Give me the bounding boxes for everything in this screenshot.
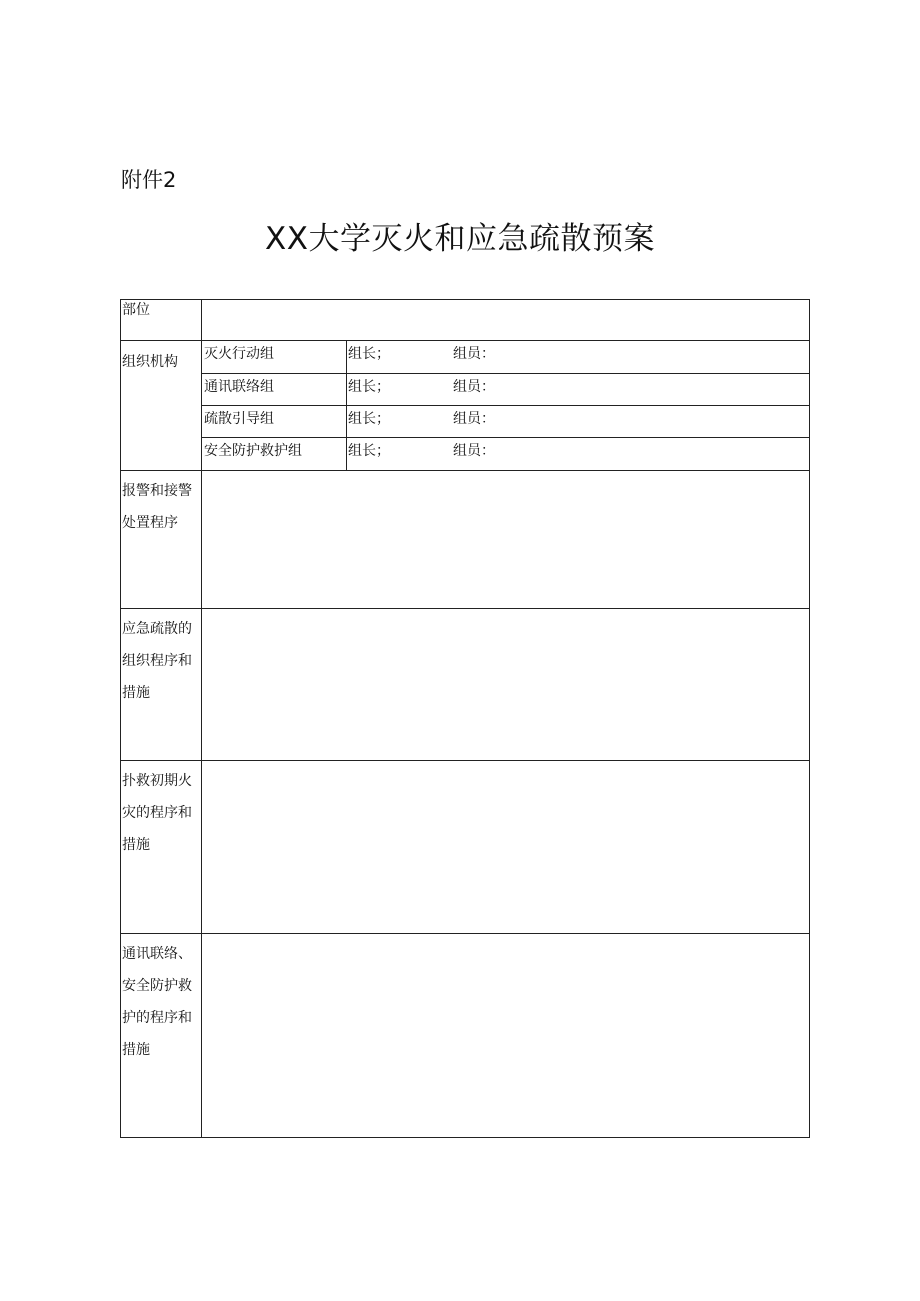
group-roles-cell[interactable] — [347, 406, 810, 438]
group-row — [121, 438, 810, 471]
org-label-cell — [121, 341, 202, 471]
section-content-cell[interactable] — [202, 471, 810, 609]
group-row — [121, 341, 810, 374]
group-name-cell — [202, 374, 347, 406]
section-content — [202, 934, 809, 937]
emergency-plan-table — [120, 299, 810, 1138]
org-label: 组织机构 — [122, 354, 178, 370]
section-row — [121, 934, 810, 1138]
group-name: 灭火行动组 — [204, 346, 274, 362]
group-roles-cell[interactable] — [347, 438, 810, 471]
group-row — [121, 406, 810, 438]
section-content-cell[interactable] — [202, 609, 810, 761]
department-label: 部位 — [122, 302, 150, 318]
department-value — [202, 300, 809, 303]
section-row — [121, 471, 810, 609]
section-content — [202, 471, 809, 474]
group-name-cell — [202, 438, 347, 471]
section-label: 通讯联络、安全防护救护的程序和措施 — [122, 946, 192, 1058]
group-leader-label: 组长； — [348, 443, 390, 459]
section-label-cell — [121, 761, 202, 934]
department-row — [121, 300, 810, 341]
group-member-label: 组员： — [453, 346, 495, 362]
section-content — [202, 609, 809, 612]
group-name: 通讯联络组 — [204, 379, 274, 395]
group-member-label: 组员： — [453, 411, 495, 427]
group-roles-cell[interactable] — [347, 341, 810, 374]
section-content-cell[interactable] — [202, 934, 810, 1138]
section-label: 应急疏散的组织程序和措施 — [122, 621, 192, 701]
section-row — [121, 609, 810, 761]
group-row — [121, 374, 810, 406]
section-label-cell — [121, 934, 202, 1138]
department-value-cell[interactable] — [202, 300, 810, 341]
section-label-cell — [121, 609, 202, 761]
section-row — [121, 761, 810, 934]
group-leader-label: 组长； — [348, 379, 390, 395]
department-label-cell — [121, 300, 202, 341]
group-member-label: 组员： — [453, 443, 495, 459]
document-title: XX大学灭火和应急疏散预案 — [265, 221, 655, 257]
group-name: 安全防护救护组 — [204, 443, 302, 459]
group-roles-cell[interactable] — [347, 374, 810, 406]
attachment-number: 附件2 — [121, 168, 177, 192]
section-label: 报警和接警处置程序 — [122, 483, 192, 531]
group-name-cell — [202, 341, 347, 374]
section-label: 扑救初期火灾的程序和措施 — [122, 773, 192, 853]
group-leader-label: 组长； — [348, 346, 390, 362]
group-leader-label: 组长； — [348, 411, 390, 427]
group-name: 疏散引导组 — [204, 411, 274, 427]
section-content — [202, 761, 809, 764]
group-member-label: 组员： — [453, 379, 495, 395]
section-label-cell — [121, 471, 202, 609]
group-name-cell — [202, 406, 347, 438]
section-content-cell[interactable] — [202, 761, 810, 934]
